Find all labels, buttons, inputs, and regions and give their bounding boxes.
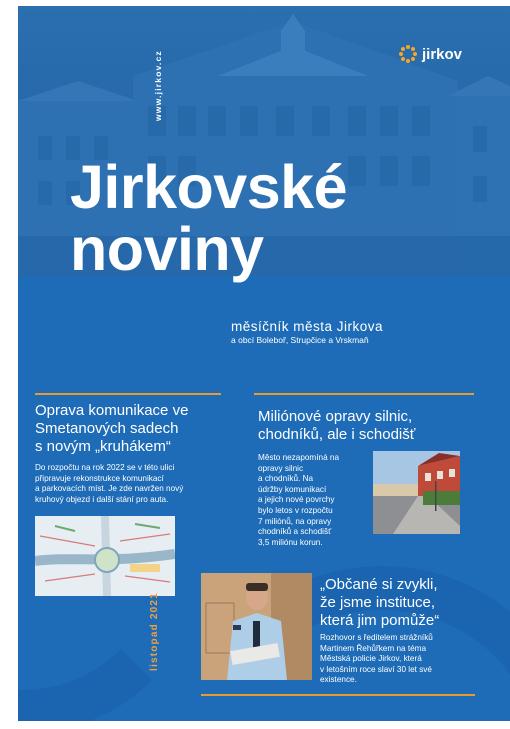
article-body: Do rozpočtu na rok 2022 se v této ulici připravuje rekonstrukce komunikací a parkovacích míst. Je zde navržen nový kruhový objezd i další stání pro auta. (35, 463, 184, 504)
subtitle: měsíčník města Jirkova (231, 319, 384, 334)
website-url[interactable]: www.jirkov.cz (153, 50, 163, 121)
article-divider (254, 393, 474, 395)
page-title: Jirkovské noviny (70, 153, 347, 283)
article-divider (35, 393, 221, 395)
jirkov-logo (398, 44, 462, 64)
bottom-divider (201, 694, 475, 696)
issue-date: listopad 2021 (149, 592, 160, 671)
subtitle-small: a obcí Boleboř, Strupčice a Vrskmaň (231, 335, 369, 345)
article-image-portrait[interactable] (201, 573, 312, 680)
article-image-street[interactable] (373, 451, 460, 534)
newspaper-cover (18, 6, 510, 721)
article-headline[interactable]: „Občané si zvykli, že jsme instituce, která jim pomůže“ (320, 576, 440, 629)
article-body: Rozhovor s ředitelem strážníků Martinem Řehůřkem na téma Městská policie Jirkov, která v letošním roce slaví 30 let své existence. (320, 633, 433, 685)
jirkov-logo-icon (398, 44, 418, 64)
logo-text: jirkov (422, 45, 463, 63)
article-body: Město nezapomíná na opravy silnic a chodníků. Na údržby komunikací a jejich nové povrchy bylo letos v rozpočtu 7 miliónů, na opravy chodníků a schodišť 3,5 miliónu korun. (258, 453, 340, 547)
article-headline[interactable]: Oprava komunikace ve Smetanových sadech s novým „kruhákem“ (35, 402, 189, 455)
article-image-map[interactable] (35, 516, 175, 596)
article-headline[interactable]: Miliónové opravy silnic, chodníků, ale i schodišť (258, 408, 416, 443)
